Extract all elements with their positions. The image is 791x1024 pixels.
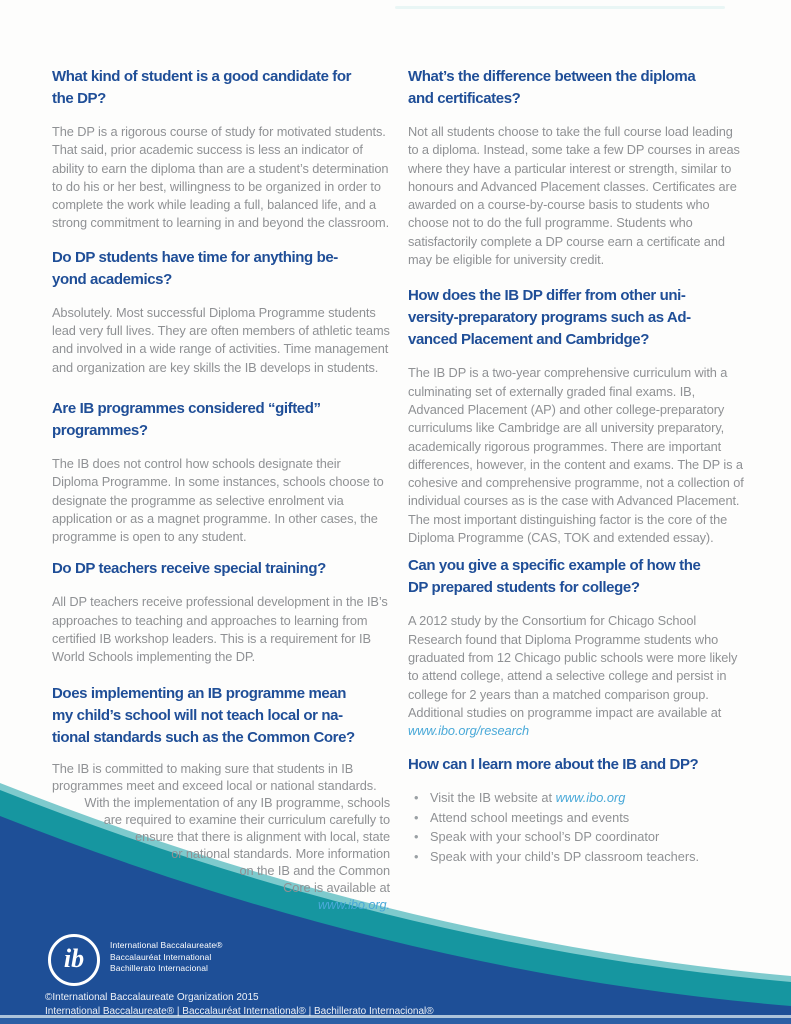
- ibo-website-link[interactable]: www.ibo.org: [555, 790, 626, 806]
- wordmark-line: International Baccalaureate®: [110, 940, 223, 950]
- body-line: ensure that there is alignment with local, state: [135, 828, 390, 844]
- heading-line: and certificates?: [408, 90, 521, 107]
- heading-line: What’s the difference between the diploma: [408, 68, 696, 85]
- section-body: [408, 612, 746, 740]
- section-body: The IB does not control how schools designate their Diploma Programme. In some instances, schools choose to designate the programme as selective enrolment via application or as a magnet programme. In other cases, the programme is open to any student.: [52, 455, 384, 545]
- wordmark-line: Bachillerato Internacional: [110, 963, 209, 973]
- bullet-text: Speak with your school’s DP coordinator: [430, 829, 660, 845]
- body-line: or national standards. More information: [171, 845, 390, 861]
- heading-line: What kind of student is a good candidate for: [52, 68, 352, 85]
- body-line: [52, 896, 390, 913]
- body-line: With the implementation of any IB programme, schools: [84, 794, 390, 810]
- body-line: The IB is committed to making sure that students in IB: [52, 760, 354, 776]
- section-heading: [52, 66, 390, 110]
- ib-monogram: ib: [63, 943, 85, 973]
- heading-line: Do DP teachers receive special training?: [52, 560, 326, 578]
- body-text: A 2012 study by the Consortium for Chicago School Research found that Diploma Programme students who graduated from 12 Chicago public schools were more likely to attend college, attend a selective college and persist in college for 2 years than a matched comparison group. Additional studies on programme impact are available at: [408, 613, 738, 720]
- bottom-blue-strip: [0, 1018, 791, 1024]
- ib-wordmark: [110, 940, 223, 975]
- copyright-line: ©International Baccalaureate Organization 2015: [45, 992, 259, 1003]
- section-heading: [408, 754, 746, 776]
- section-body: Not all students choose to take the full course load leading to a diploma. Instead, some take a few DP courses in areas where they have a particular interest or strength, similar to honours and Advanced Placement classes. Certificates are awarded on a course-by-course basis to students who choose not to do the full programme. Students who satisfactorily complete a DP course earn a certificate and may be eligible for university credit.: [408, 124, 740, 268]
- bullet-icon: •: [414, 829, 419, 845]
- bullet-text: Speak with your child’s DP classroom teachers.: [430, 848, 700, 864]
- section-body-wrapped-around-swoosh: [52, 760, 390, 913]
- section-body: Absolutely. Most successful Diploma Programme students lead very full lives. They are often members of athletic teams and involved in a wide range of activities. Time management and organization are key skills the IB develops in students.: [52, 304, 390, 375]
- list-item: [408, 848, 746, 867]
- copyright-line: International Baccalaureate® | Baccalauréat International® | Bachillerato Internacional®: [45, 1005, 434, 1017]
- section-body: The IB DP is a two-year comprehensive curriculum with a culminating set of externally graded final exams. IB, Advanced Placement (AP) and other college-preparatory curriculums like Cambridge are all university preparatory, academically rigorous programmes. There are important differences, however, in the content and exams. The DP is a cohesive and comprehensive programme, not a collection of individual courses as is the case with Advanced Placement. The most important distinguishing factor is the core of the Diploma Programme (CAS, TOK and extended essay).: [408, 365, 744, 546]
- section-heading: [408, 66, 746, 110]
- copyright-block: [45, 991, 434, 1018]
- section-gifted-programmes: [52, 398, 390, 546]
- heading-line: versity-preparatory programs such as Ad-: [408, 309, 691, 327]
- section-candidate: [52, 66, 390, 233]
- section-body: The DP is a rigorous course of study for motivated students. That said, prior academic success is less an indicator of ability to earn the diploma than are a student’s determination to do his or her best, willingness to be organized in order to complete the work while leading a full, balanced life, and a strong commitment to learning in and beyond the classroom.: [52, 124, 390, 231]
- heading-line: Are IB programmes considered “gifted”: [52, 399, 321, 417]
- section-heading: [52, 247, 390, 291]
- section-body: All DP teachers receive professional development in the IB’s approaches to teaching and approaches to learning from certified IB workshop leaders. This is a requirement for IB World Schools implementing the DP.: [52, 594, 388, 665]
- section-heading: [408, 285, 746, 351]
- bullet-text: Visit the IB website at: [430, 790, 556, 806]
- heading-line: vanced Placement and Cambridge?: [408, 331, 650, 349]
- section-time-beyond-academics: [52, 247, 390, 377]
- right-column: [408, 66, 746, 913]
- left-column: [52, 66, 390, 913]
- heading-line: Do DP students have time for anything be-: [52, 248, 338, 266]
- ibo-org-link[interactable]: www.ibo.org.: [317, 896, 390, 912]
- bullet-icon: •: [414, 790, 419, 806]
- list-item: [408, 828, 746, 847]
- section-heading: [52, 398, 390, 442]
- bullet-icon: •: [414, 848, 419, 864]
- body-line: programmes meet and exceed local or national standards.: [52, 777, 377, 793]
- list-item: [408, 809, 746, 828]
- heading-line: my child’s school will not teach local or na-: [52, 706, 343, 724]
- wordmark-line: Baccalauréat International: [110, 951, 212, 962]
- section-learn-more: [408, 754, 746, 866]
- section-ap-cambridge-difference: [408, 285, 746, 547]
- heading-line: yond academics?: [52, 270, 172, 288]
- heading-line: DP prepared students for college?: [408, 579, 640, 597]
- body-line: on the IB and the Common: [239, 862, 390, 878]
- learn-more-list: [408, 789, 746, 866]
- list-item: [408, 789, 746, 808]
- ibo-research-link[interactable]: www.ibo.org/research: [408, 723, 530, 739]
- section-teacher-training: [52, 558, 390, 666]
- heading-line: the DP?: [52, 90, 106, 107]
- heading-line: programmes?: [52, 421, 148, 439]
- ib-logo: [48, 934, 100, 986]
- section-heading: [52, 683, 390, 749]
- body-line: Core is available at: [283, 879, 390, 895]
- section-diploma-vs-certificates: [408, 66, 746, 269]
- bullet-icon: •: [414, 809, 419, 825]
- body-line: are required to examine their curriculum carefully to: [103, 811, 390, 827]
- heading-line: tional standards such as the Common Core?: [52, 728, 355, 746]
- heading-line: Does implementing an IB programme mean: [52, 684, 347, 702]
- heading-line: Can you give a specific example of how the: [408, 557, 701, 575]
- section-heading: [408, 555, 746, 599]
- bullet-text: Attend school meetings and events: [430, 809, 630, 825]
- section-heading: [52, 558, 390, 580]
- section-college-example: [408, 555, 746, 740]
- heading-line: How does the IB DP differ from other uni-: [408, 287, 686, 305]
- heading-line: How can I learn more about the IB and DP?: [408, 756, 699, 774]
- section-common-core: [52, 683, 390, 913]
